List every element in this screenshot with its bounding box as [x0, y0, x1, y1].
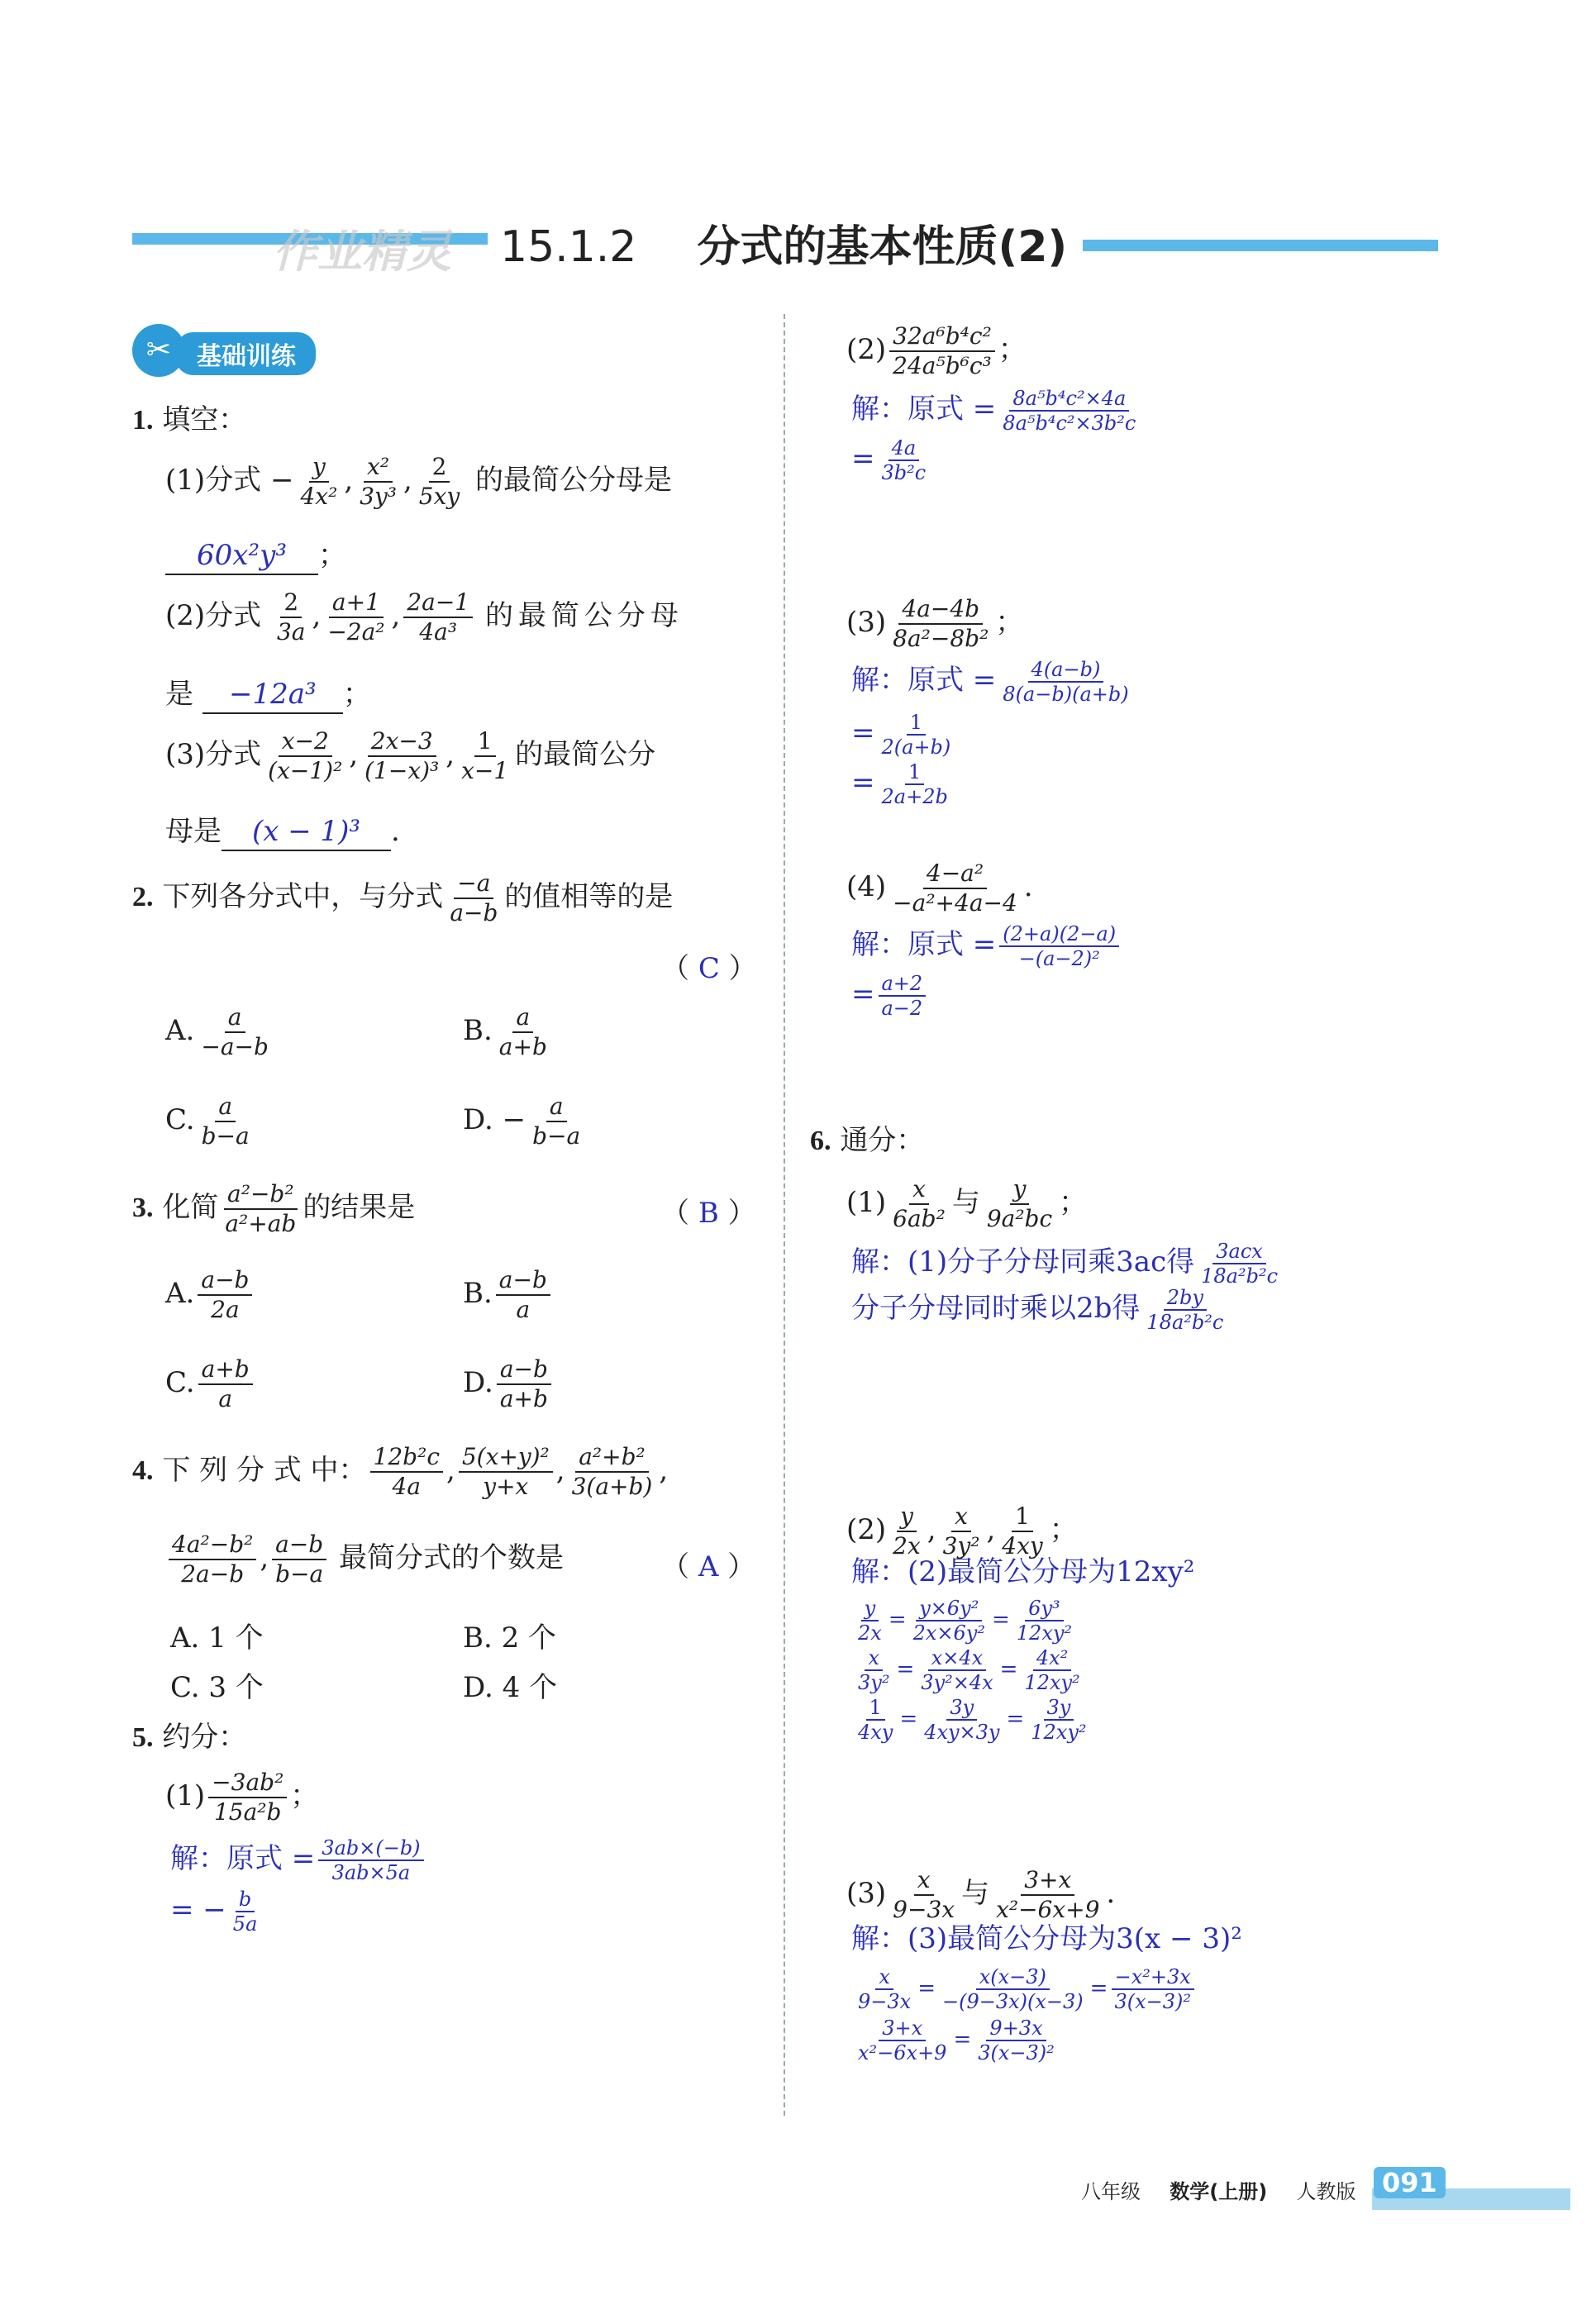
q3-opt-c-label: C. [165, 1366, 195, 1399]
q2-opt-b-label: B. [463, 1014, 493, 1047]
q6-number: 6. [810, 1126, 831, 1156]
q5-p3-sol-label: 解：原式 = [851, 664, 997, 697]
q2-stem: 2. 下列各分式中，与分式 $\frac{-a}{a-b}$ 的值相等的是 [132, 869, 674, 926]
q3-opt-b-label: B. [463, 1277, 493, 1310]
q1-p3-tail: 的最简公分 [515, 738, 656, 771]
q5-part4: (4) $\frac{\text{4−a²}}{\text{−a²+4a−4}}$ . [846, 860, 1033, 917]
q3-option-b: B. $\frac{a-b}{a}$ [463, 1266, 554, 1324]
q5-p1-sol-label: 解：原式 = [170, 1842, 316, 1875]
q2-opt-d-label: D. [463, 1103, 493, 1136]
q6-text: 通分： [840, 1124, 925, 1157]
q5-p1-solution: 解：原式 = $\frac{3ab\times(-b)}{3ab\times 5a}$ [170, 1836, 427, 1884]
q4-stem: 4. 下 列 分 式 中： $\frac{\text{12b²c}}{4a}$ , $\frac{\text{5(x+y)²}}{y+x}$ , $\frac{\text{a²+b²}}{3(a+b)}$ , [132, 1443, 669, 1500]
q5-part3: (3) $\frac{4a-4b}{\text{8a²−8b²}}$ ； [846, 595, 1024, 652]
column-divider [784, 314, 785, 2116]
q5-p3-eq2: = [851, 766, 875, 799]
q6-part3: (3) $\frac{x}{9-3x}$ 与 $\frac{3+x}{\text{x²−6x+9}}$ . [846, 1866, 1116, 1923]
scissors-icon: ✂ [132, 324, 185, 377]
q2-opt-a-label: A. [165, 1014, 195, 1047]
q1-p3-answer-line: 母是 (x − 1)³ . [165, 813, 400, 851]
q5-p4-result: = $\frac{a+2}{a-2}$ [851, 972, 929, 1020]
q5-p1-result: = − $\frac{b}{5a}$ [170, 1888, 258, 1936]
q1-text: 填空： [162, 403, 247, 436]
q4-text: 下 列 分 式 中： [162, 1454, 367, 1487]
q5-part2: (2) $\frac{\text{32a⁶b⁴c²}}{\text{24a⁵b⁶c³}}$ ； [846, 322, 1027, 379]
q2-option-a: A. $\frac{a}{-a-b}$ [165, 1003, 269, 1060]
q5-p2-sol-label: 解：原式 = [851, 393, 997, 426]
q3-opt-d-label: D. [463, 1366, 493, 1399]
section-title: 分式的基本性质(2) [697, 222, 1068, 272]
q6-p3-solution: 解：(3)最简公分母为3(x − 3)² [851, 1922, 1242, 1955]
watermark: 作业精灵 [273, 226, 451, 278]
q6-p2-eq3: $\frac{1}{4xy}$ = $\frac{3y}{4xy\times 3y}$ = $\frac{3y}{\text{12xy²}}$ [858, 1696, 1087, 1744]
q2-answer-bracket: （ C ） [661, 952, 757, 985]
q6-p2-solution: 解：(2)最简公分母为12xy² [851, 1555, 1195, 1588]
q3-stem: 3. 化简 $\frac{\text{a²−b²}}{\text{a²+ab}}$ 的结果是 [132, 1180, 416, 1237]
q6-p3-label: (3) [846, 1877, 887, 1910]
q1-number: 1. [132, 405, 154, 436]
q6-p3-eq1: $\frac{x}{9-3x}$ = $\frac{x(x-3)}{-(9-3x)(x-3)}$ = $\frac{\text{−x²+3x}}{\text{3(x−3)²}}$ [851, 1965, 1198, 2013]
q6-p2-eq2: $\frac{x}{\text{3y²}}$ = $\frac{x\times 4x}{\text{3y²×4x}}$ = $\frac{\text{4x²}}{\text{12xy²}}$ [858, 1646, 1080, 1694]
title-bar-right [1083, 240, 1438, 251]
q4-stem-line2: $\frac{\text{4a²−b²}}{2a-b}$ , $\frac{a-b}{b-a}$ 最简分式的个数是 [165, 1531, 564, 1588]
q6-stem [810, 1122, 924, 1160]
q6-p1-sol1: 解：(1)分子分母同乘3ac得 [851, 1245, 1195, 1279]
q1-part2: (2)分式 $\frac{2}{3a}$ , $\frac{a+1}{\text{−2a²}}$ , $\frac{2a-1}{\text{4a³}}$ 的最简公分母 [165, 588, 684, 645]
q1-p3-lead: 母是 [165, 815, 222, 848]
q2-option-b: B. $\frac{a}{a+b}$ [463, 1003, 547, 1060]
q6-part2: (2) $\frac{y}{2x}$ , $\frac{x}{\text{3y²}}$ , $\frac{1}{4xy}$ ； [846, 1502, 1078, 1559]
q5-p2-eq: = [851, 442, 875, 475]
q1-stem [132, 402, 246, 439]
q1-p2-answer: −12a³ [202, 676, 343, 714]
q5-p4-eq: = [851, 978, 875, 1011]
footer-edition: 人教版 [1296, 2180, 1356, 2203]
q3-opt-a-label: A. [165, 1277, 195, 1310]
q6-p1-sol2: 分子分母同时乘以2b得 [851, 1292, 1141, 1325]
q6-p2-label: (2) [846, 1513, 887, 1546]
q1-p2-answer-line: 是 −12a³ ； [165, 676, 371, 714]
q5-stem [132, 1719, 246, 1756]
footer-subject: 数学(上册) [1170, 2180, 1268, 2203]
q5-p3-result2: = $\frac{1}{2a+2b}$ [851, 760, 948, 808]
q1-p2-lead: 是 [165, 678, 193, 711]
q6-p3-eq2: $\frac{3+x}{\text{x²−6x+9}}$ = $\frac{9+3x}{\text{3(x−3)²}}$ [858, 2017, 1055, 2064]
q6-p1-label: (1) [846, 1186, 887, 1219]
q1-part1: (1)分式 − $\frac{y}{\text{4x²}}$ , $\frac{\text{x²}}{\text{3y³}}$ , $\frac{2}{5xy}$ 的最简公分母是 [165, 453, 673, 510]
q5-p2-result: = $\frac{4a}{\text{3b²c}}$ [851, 436, 927, 484]
q2-option-c: C. $\frac{a}{b-a}$ [165, 1093, 250, 1150]
q1-p1-label: (1)分式 [165, 464, 262, 497]
footer-grade: 八年级 [1081, 2180, 1141, 2203]
q4-option-a: A. 1 个 [170, 1621, 264, 1655]
badge-label: 基础训练 [175, 332, 316, 375]
q1-p1-answer: 60x²y³ [165, 537, 318, 575]
q4-option-b: B. 2 个 [463, 1621, 557, 1655]
q5-p2-label: (2) [846, 333, 887, 366]
q6-p1-solution1: 解：(1)分子分母同乘3ac得 $\frac{\text{3acx}}{\text{18a²b²c}}$ [851, 1240, 1279, 1288]
q3-option-d: D. $\frac{a-b}{a+b}$ [463, 1355, 555, 1413]
q4-option-c: C. 3 个 [170, 1671, 264, 1704]
q3-number: 3. [132, 1193, 154, 1223]
q2-number: 2. [132, 882, 154, 912]
q5-p4-solution: 解：原式 = $\frac{(2+a)(2-a)}{\text{−(a−2)²}}$ [851, 922, 1122, 970]
q5-number: 5. [132, 1722, 154, 1753]
q5-p3-label: (3) [846, 606, 887, 639]
q5-p1-eq: = − [170, 1893, 226, 1926]
q3-option-a: A. $\frac{a-b}{2a}$ [165, 1266, 255, 1324]
q3-option-c: C. $\frac{a+b}{a}$ [165, 1355, 256, 1413]
footer [1081, 2175, 1356, 2204]
q6-part1: (1) $\frac{x}{\text{6ab²}}$ 与 $\frac{y}{\text{9a²bc}}$ ； [846, 1175, 1088, 1232]
q3-answer: B [698, 1197, 719, 1230]
q3-answer-bracket: （ B ） [661, 1197, 756, 1230]
q2-option-d: D. − $\frac{a}{b-a}$ [463, 1093, 581, 1150]
q5-p3-solution: 解：原式 = $\frac{4(a-b)}{8(a-b)(a+b)}$ [851, 658, 1129, 706]
q5-p2-solution: 解：原式 = $\frac{\text{8a⁵b⁴c²×4a}}{\text{8a⁵b⁴c²×3b²c}}$ [851, 387, 1136, 435]
q1-p3-label: (3)分式 [165, 738, 262, 771]
q5-p3-result1: = $\frac{1}{2(a+b)}$ [851, 711, 951, 759]
q1-p1-answer-line: 60x²y³ ； [165, 537, 346, 575]
q5-part1: (1) $\frac{\text{−3ab²}}{\text{15a²b}}$ ； [165, 1769, 319, 1826]
q2-text2: 的值相等的是 [504, 880, 674, 913]
section-number: 15.1.2 [500, 222, 637, 272]
q6-p2-eq1: $\frac{y}{2x}$ = $\frac{\text{y×6y²}}{\text{2x×6y²}}$ = $\frac{\text{6y³}}{\text{12xy²}}$ [858, 1597, 1073, 1645]
q5-p4-sol-label: 解：原式 = [851, 928, 997, 961]
q2-opt-c-label: C. [165, 1103, 195, 1136]
q1-p1-tail: 的最简公分母是 [475, 464, 673, 497]
page-number: 091 [1374, 2167, 1446, 2198]
q2-answer: C [698, 952, 720, 985]
q3-text: 化简 [162, 1191, 219, 1224]
q5-p3-eq1: = [851, 717, 875, 750]
q5-text: 约分： [162, 1721, 247, 1754]
q2-text: 下列各分式中，与分式 [162, 880, 444, 913]
q4-answer-bracket: （ A ） [661, 1550, 756, 1583]
q4-text2: 最简分式的个数是 [339, 1541, 565, 1574]
q1-p2-tail: 的最简公分母 [484, 599, 684, 632]
q6-p1-mid: 与 [951, 1186, 980, 1219]
q6-p1-solution2: 分子分母同时乘以2b得 $\frac{2by}{\text{18a²b²c}}$ [851, 1286, 1224, 1334]
page-title [500, 212, 1067, 274]
q1-part3: (3)分式 $\frac{x-2}{\text{(x−1)²}}$ , $\frac{2x-3}{\text{(1−x)³}}$ , $\frac{1}{x-1}$ 的最简公分 [165, 727, 656, 784]
q4-number: 4. [132, 1455, 154, 1486]
q4-answer: A [698, 1550, 719, 1583]
q5-p1-label: (1) [165, 1779, 206, 1812]
q5-p4-label: (4) [846, 870, 887, 903]
q4-option-d: D. 4 个 [463, 1671, 558, 1704]
q1-p2-label: (2)分式 [165, 599, 262, 632]
q1-p3-answer: (x − 1)³ [222, 813, 391, 851]
q6-p3-mid: 与 [961, 1877, 990, 1910]
q3-text2: 的结果是 [303, 1191, 416, 1224]
